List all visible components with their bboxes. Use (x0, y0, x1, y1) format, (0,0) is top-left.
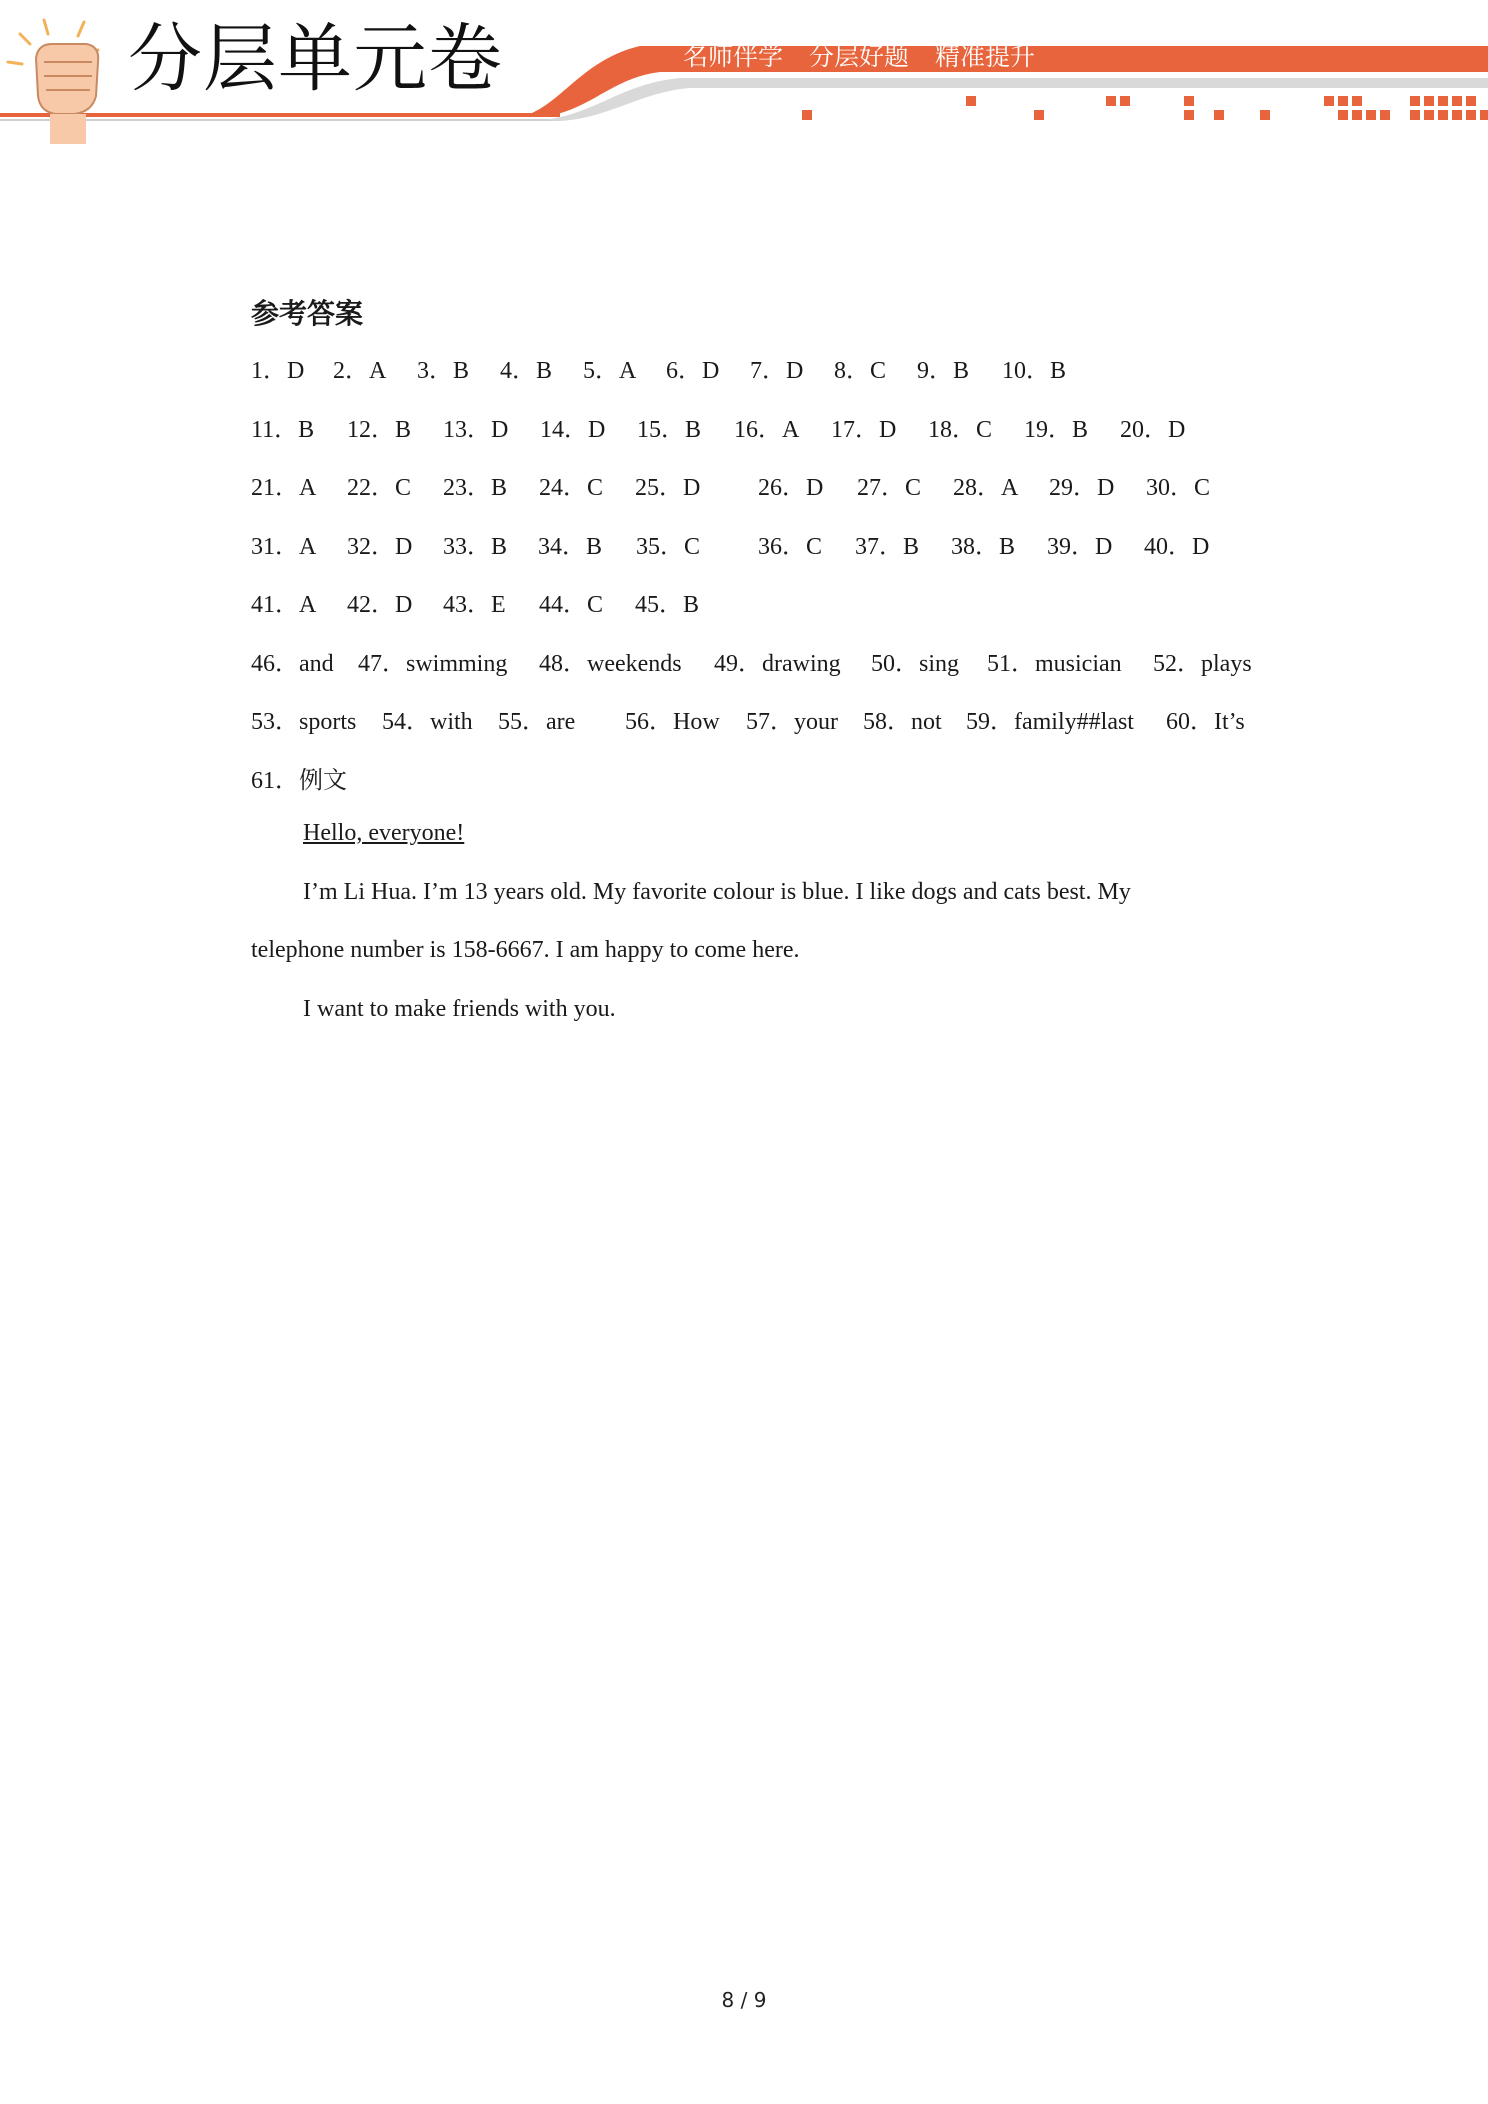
answer-item: 11．B (251, 416, 315, 443)
answer-item: 58．not (863, 709, 942, 735)
page-header (0, 0, 1488, 150)
answer-item: 23．B (443, 475, 508, 501)
answer-row (251, 453, 1251, 512)
answer-item: 31．A (251, 533, 317, 560)
answer-item: 39．D (1047, 533, 1113, 560)
slogan-item: 分层好题 (809, 42, 910, 71)
answer-item: 30．C (1146, 475, 1211, 501)
answer-item: 5．A (583, 358, 637, 384)
answer-item: 44．C (539, 592, 604, 618)
answer-item: 14．D (540, 416, 606, 443)
answer-item: 46．and (251, 650, 334, 677)
answer-row (251, 570, 1251, 629)
answer-item: 13．D (443, 416, 509, 443)
brand-title: 分层单元卷 (128, 16, 503, 102)
answer-item: 22．C (347, 475, 412, 501)
answer-item: 48．weekends (539, 650, 682, 677)
answer-item: 53．sports (251, 709, 357, 735)
essay-line: I’m Li Hua. I’m 13 years old. My favorite colour is blue. I like dogs and cats best. My (303, 878, 1131, 905)
answer-item: 52．plays (1153, 650, 1252, 677)
answer-item: 25．D (635, 475, 701, 501)
answer-item: 4．B (500, 358, 553, 384)
answer-item: 15．B (637, 416, 702, 443)
answer-item: 29．D (1049, 475, 1115, 501)
answer-item: 56．How (625, 709, 720, 735)
answer-item: 59．family##last (966, 709, 1134, 735)
page-number: 8 / 9 (721, 1988, 767, 2012)
answer-item: 34．B (538, 533, 603, 560)
essay-line: I want to make friends with you. (303, 995, 616, 1022)
essay-greeting (251, 804, 1251, 863)
answer-item: 6．D (666, 358, 720, 384)
answer-item: 1．D (251, 358, 305, 384)
essay-line: telephone number is 158-6667. I am happy to come here. (251, 937, 800, 963)
answer-item: 10．B (1002, 358, 1067, 384)
answer-item: 36．C (758, 533, 823, 560)
answer-item: 54．with (382, 709, 473, 735)
answer-item: 61．例文 (251, 767, 347, 794)
answer-item: 32．D (347, 533, 413, 560)
answer-row (251, 395, 1251, 454)
answer-item: 57．your (746, 709, 838, 735)
sample-essay (251, 804, 1251, 1038)
answer-key (251, 292, 1251, 1038)
answer-item: 38．B (951, 533, 1016, 560)
answer-item: 8．C (834, 358, 887, 384)
answer-item: 20．D (1120, 416, 1186, 443)
answer-item: 45．B (635, 592, 700, 618)
answer-item: 18．C (928, 416, 993, 443)
slogan-item: 精准提升 (935, 42, 1036, 71)
answer-item: 60．It’s (1166, 709, 1245, 735)
answer-item: 33．B (443, 533, 508, 560)
answer-row (251, 629, 1251, 688)
answer-item: 28．A (953, 475, 1019, 501)
answer-item: 49．drawing (714, 650, 841, 677)
answer-item: 41．A (251, 592, 317, 618)
answer-item: 50．sing (871, 650, 960, 677)
answer-item: 12．B (347, 416, 412, 443)
answer-item: 26．D (758, 475, 824, 501)
answer-item: 37．B (855, 533, 920, 560)
answer-item: 2．A (333, 358, 387, 384)
section-heading: 参考答案 (251, 297, 364, 330)
slogan-item: 名师伴学 (683, 42, 784, 71)
answer-item: 55．are (498, 709, 576, 735)
greeting-text: Hello, everyone! (303, 820, 465, 846)
answer-item: 35．C (636, 533, 701, 560)
answer-item: 51．musician (987, 650, 1122, 677)
answer-item: 27．C (857, 475, 922, 501)
fist-icon (0, 0, 120, 150)
answer-item: 24．C (539, 475, 604, 501)
answer-item: 7．D (750, 358, 804, 384)
answer-item: 19．B (1024, 416, 1089, 443)
answer-item: 17．D (831, 416, 897, 443)
answer-item: 42．D (347, 592, 413, 618)
answer-item: 47．swimming (358, 650, 508, 677)
answer-item: 16．A (734, 416, 800, 443)
header-slogan (683, 44, 1035, 69)
answer-item: 21．A (251, 475, 317, 501)
answer-item: 9．B (917, 358, 970, 384)
answer-row (251, 512, 1251, 571)
answer-row (251, 336, 1251, 395)
answer-row (251, 687, 1251, 746)
answer-item: 40．D (1144, 533, 1210, 560)
answer-row (251, 746, 1251, 805)
answer-item: 43．E (443, 592, 506, 618)
answer-item: 3．B (417, 358, 470, 384)
